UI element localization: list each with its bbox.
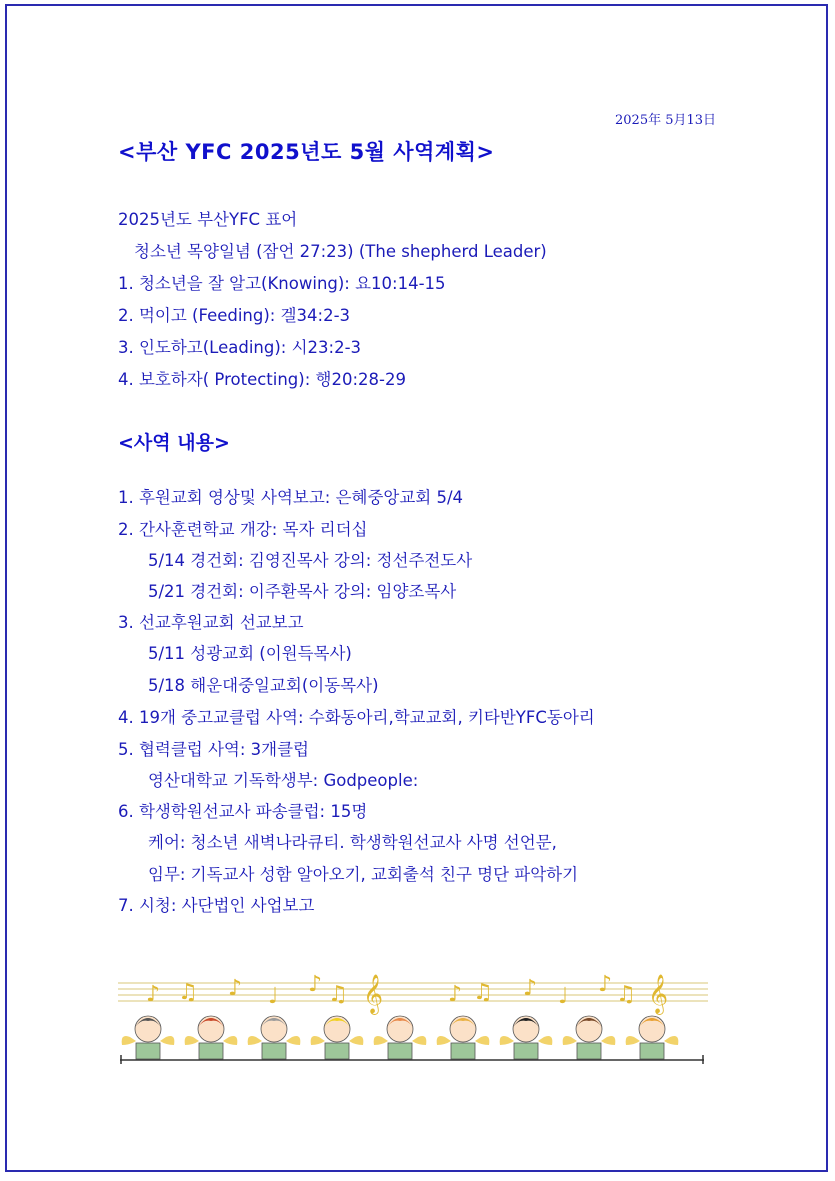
ministry-line: 임무: 기독교사 성함 알아오기, 교회출석 친구 명단 파악하기 (148, 865, 579, 884)
ministry-line: 5/11 성광교회 (이원득목사) (148, 644, 352, 663)
ministry-line: 4. 19개 중고교클럽 사역: 수화동아리,학교교회, 키타반YFC동아리 (118, 708, 595, 727)
ministry-line: 영산대학교 기독학생부: Godpeople: (148, 771, 419, 790)
ministry-line: 케어: 청소년 새벽나라큐티. 학생학원선교사 사명 선언문, (148, 833, 557, 852)
document-date: 2025年 5月13日 (615, 113, 717, 128)
svg-text:♪: ♪ (598, 972, 613, 997)
svg-text:♩: ♩ (558, 984, 569, 1009)
ministry-heading: <사역 내용> (118, 432, 230, 454)
motto-subtitle: 청소년 목양일념 (잠언 27:23) (The shepherd Leader) (134, 242, 547, 261)
svg-text:♪: ♪ (308, 972, 323, 997)
ministry-line: 7. 시청: 사단법인 사업보고 (118, 896, 315, 915)
ministry-line: 5. 협력클럽 사역: 3개클럽 (118, 740, 309, 759)
svg-text:𝄞: 𝄞 (648, 974, 669, 1014)
motto-item: 2. 먹이고 (Feeding): 겔34:2-3 (118, 306, 351, 325)
svg-text:♫: ♫ (328, 982, 348, 1007)
svg-text:♫: ♫ (178, 980, 198, 1005)
svg-text:♪: ♪ (523, 976, 538, 1001)
motto-item: 3. 인도하고(Leading): 시23:2-3 (118, 338, 362, 357)
motto-heading: 2025년도 부산YFC 표어 (118, 210, 298, 229)
ministry-line: 5/18 해운대중일교회(이동목사) (148, 676, 379, 695)
svg-text:♪: ♪ (448, 982, 463, 1007)
svg-text:♫: ♫ (616, 982, 636, 1007)
svg-text:𝄞: 𝄞 (363, 974, 384, 1014)
music-notes (146, 972, 668, 1015)
svg-text:♪: ♪ (228, 976, 243, 1001)
ministry-line: 2. 간사훈련학교 개강: 목자 리더십 (118, 520, 368, 539)
ministry-line: 1. 후원교회 영상및 사역보고: 은혜중앙교회 5/4 (118, 488, 464, 507)
motto-item: 1. 청소년을 잘 알고(Knowing): 요10:14-15 (118, 274, 446, 293)
ministry-line: 5/21 경건회: 이주환목사 강의: 임양조목사 (148, 582, 457, 601)
svg-text:♪: ♪ (146, 982, 161, 1007)
ministry-line: 5/14 경건회: 김영진목사 강의: 정선주전도사 (148, 551, 473, 570)
svg-text:♩: ♩ (268, 984, 279, 1009)
singers (122, 1016, 679, 1059)
svg-text:♫: ♫ (473, 980, 493, 1005)
motto-item: 4. 보호하자( Protecting): 행20:28-29 (118, 370, 406, 389)
choir-music-illustration (118, 965, 708, 1065)
ministry-line: 6. 학생학원선교사 파송클럽: 15명 (118, 802, 368, 821)
ministry-line: 3. 선교후원교회 선교보고 (118, 613, 304, 632)
document-title: <부산 YFC 2025년도 5월 사역계획> (118, 140, 495, 164)
